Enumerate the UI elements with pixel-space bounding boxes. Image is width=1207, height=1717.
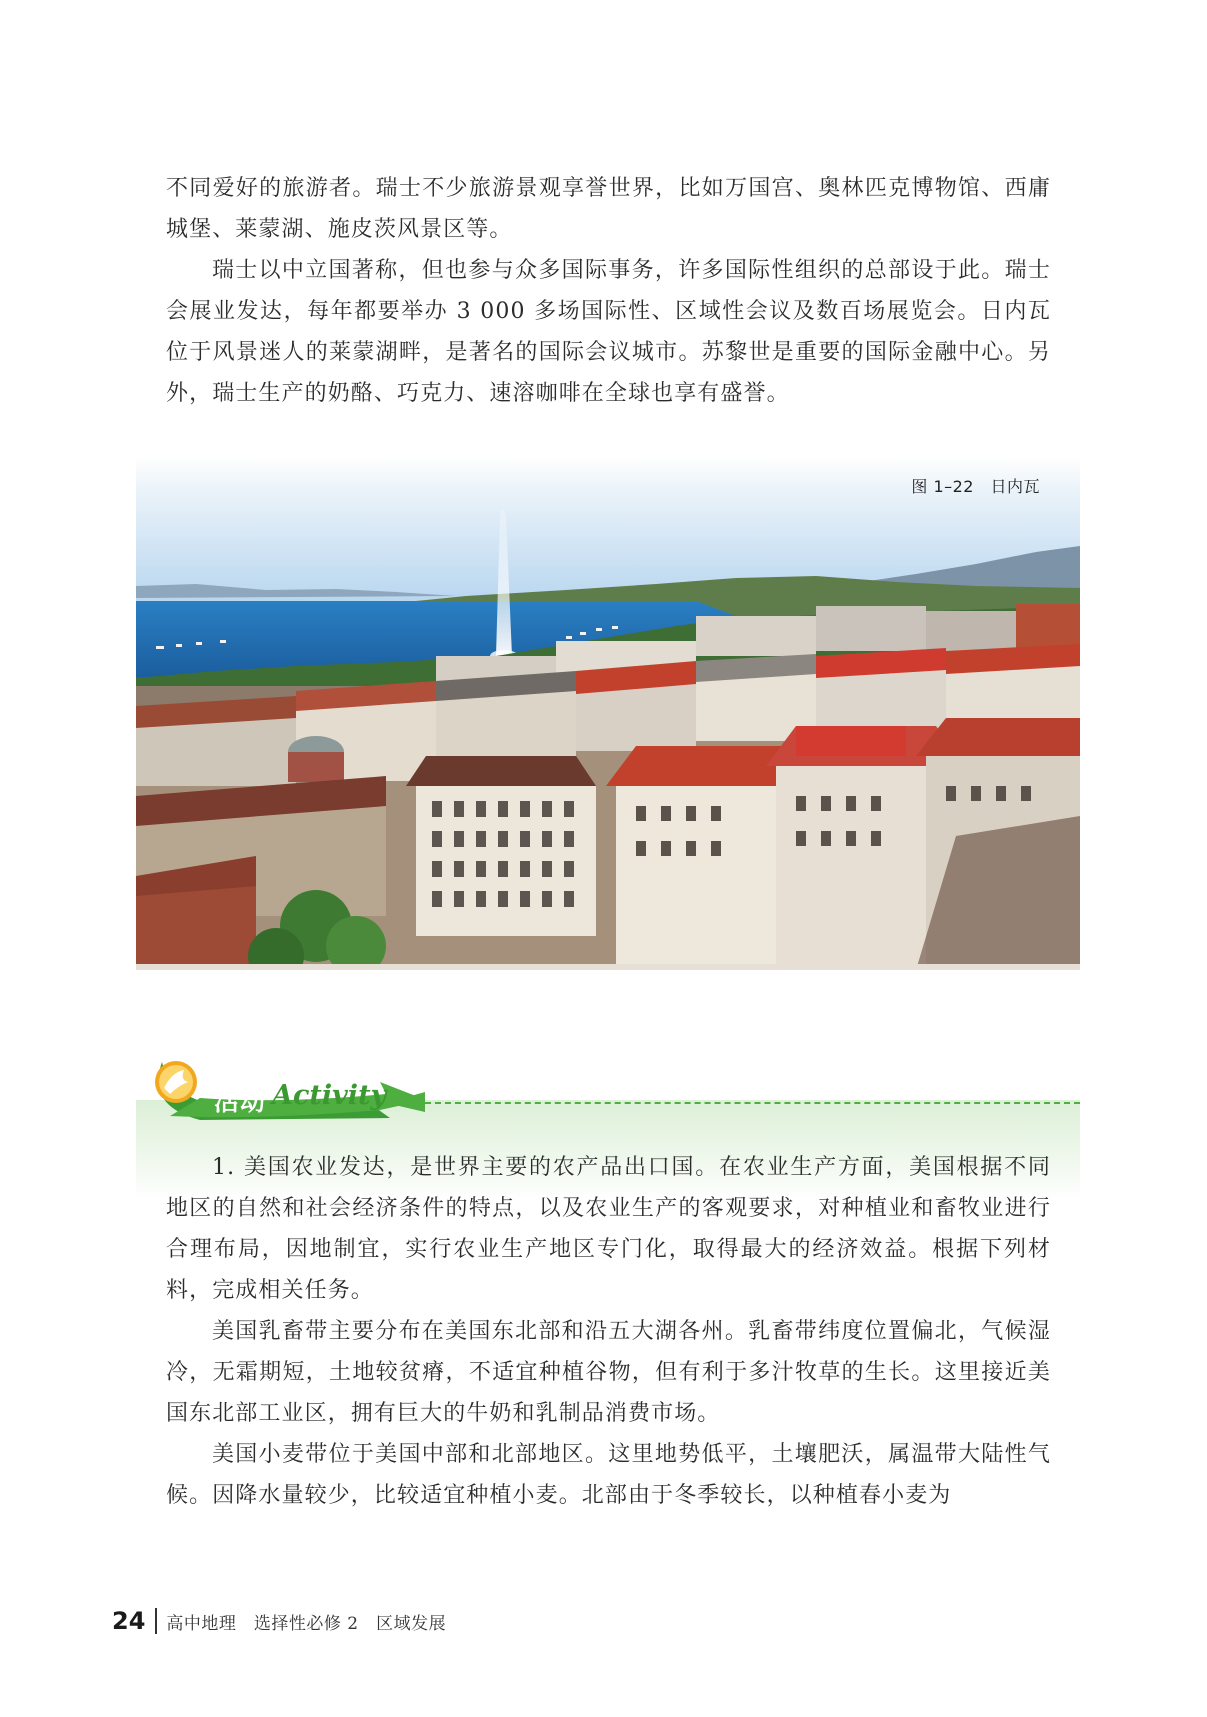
geneva-cityscape-image bbox=[136, 456, 1080, 970]
page-number: 24 bbox=[112, 1607, 146, 1635]
figure-caption: 图 1–22 日内瓦 bbox=[911, 477, 1040, 496]
activity-paragraph-wheat: 美国小麦带位于美国中部和北部地区。这里地势低平，土壤肥沃，属温带大陆性气候。因降水量较少，比较适宜种植小麦。北部由于冬季较长，以种植春小麦为 bbox=[166, 1442, 1051, 1508]
paragraph-switzerland-neutral: 瑞士以中立国著称，但也参与众多国际事务，许多国际性组织的总部设于此。瑞士会展业发达，每年都要举办 3 000 多场国际性、区域性会议及数百场展览会。日内瓦位于风景迷人的莱蒙湖畔，是著名的国际会议城市。苏黎世是重要的国际金融中心。另外，瑞士生产的奶酪、巧克力、速溶咖啡在全球也享有盛誉。 bbox=[166, 258, 1051, 406]
book-title: 高中地理 选择性必修 2 区域发展 bbox=[166, 1613, 447, 1634]
activity-title-cn: 活动 bbox=[214, 1087, 267, 1116]
activity-title-en: Activity bbox=[272, 1080, 387, 1111]
activity-paragraph-dairy: 美国乳畜带主要分布在美国东北部和沿五大湖各州。乳畜带纬度位置偏北，气候湿冷，无霜期短，土地较贫瘠，不适宜种植谷物，但有利于多汁牧草的生长。这里接近美国东北部工业区，拥有巨大的牛奶和乳制品消费市场。 bbox=[166, 1319, 1051, 1426]
geneva-photo bbox=[136, 456, 1080, 970]
page-footer bbox=[112, 1604, 446, 1638]
paragraph-switzerland-tourism: 不同爱好的旅游者。瑞士不少旅游景观享誉世界，比如万国宫、奥林匹克博物馆、西庸城堡、莱蒙湖、施皮茨风景区等。 bbox=[166, 176, 1051, 242]
activity-divider bbox=[425, 1102, 1080, 1104]
activity-paragraph-1: 1. 美国农业发达，是世界主要的农产品出口国。在农业生产方面，美国根据不同地区的自然和社会经济条件的特点，以及农业生产的客观要求，对种植业和畜牧业进行合理布局，因地制宜，实行农业生产地区专门化，取得最大的经济效益。根据下列材料，完成相关任务。 bbox=[166, 1155, 1051, 1303]
footer-divider bbox=[155, 1608, 157, 1634]
